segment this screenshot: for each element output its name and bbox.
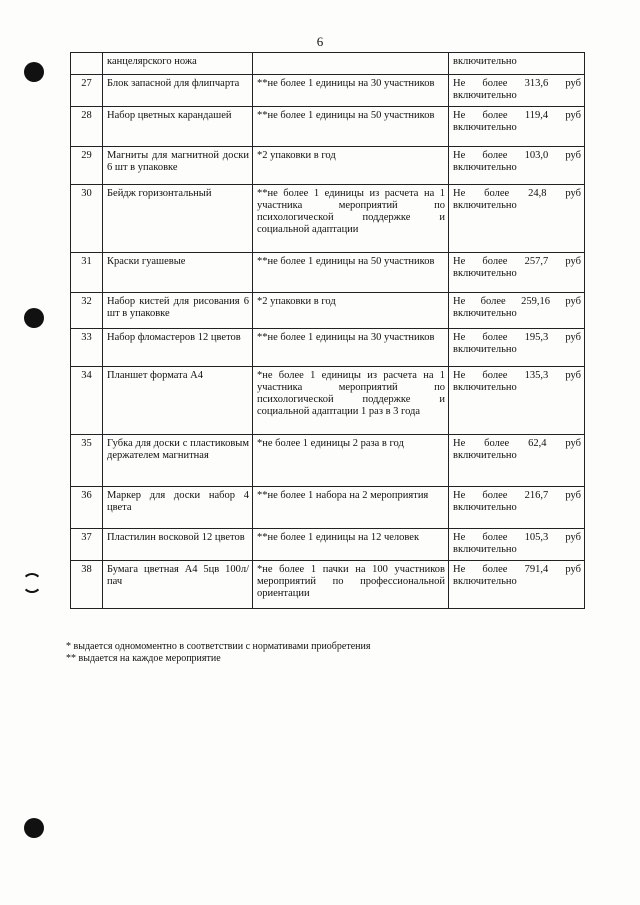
item-name: Планшет формата А4: [103, 367, 253, 435]
table-row: [71, 75, 585, 107]
table-row: [71, 561, 585, 609]
table-row: [71, 487, 585, 529]
item-name: Бумага цветная А4 5цв 100л/пач: [103, 561, 253, 609]
table-row: [71, 53, 585, 75]
item-name: Пластилин восковой 12 цветов: [103, 529, 253, 561]
table-row: [71, 253, 585, 293]
supplies-table: [70, 52, 585, 609]
footnotes: [66, 641, 370, 665]
table-row: [71, 529, 585, 561]
punch-hole-mark: [24, 818, 44, 838]
issue-norm: **не более 1 единицы на 12 человек: [253, 529, 449, 561]
price-limit: включительно: [449, 53, 585, 75]
punch-hole-mark: [24, 308, 44, 328]
issue-norm: **не более 1 единицы на 30 участников: [253, 75, 449, 107]
item-name: Бейдж горизонтальный: [103, 185, 253, 253]
punch-hole-mark: [24, 62, 44, 82]
row-number: 34: [71, 367, 103, 435]
row-number: 27: [71, 75, 103, 107]
row-number: 37: [71, 529, 103, 561]
table-row: [71, 367, 585, 435]
issue-norm: *2 упаковки в год: [253, 293, 449, 329]
footnote-single-star: * выдается одномоментно в соответствии с нормативами приобретения: [66, 641, 371, 652]
issue-norm: **не более 1 единицы на 30 участников: [253, 329, 449, 367]
table-row: [71, 107, 585, 147]
item-name: Набор цветных карандашей: [103, 107, 253, 147]
table-row: [71, 435, 585, 487]
item-name: Магниты для магнитной доски 6 шт в упаковке: [103, 147, 253, 185]
row-number: 32: [71, 293, 103, 329]
issue-norm: **не более 1 единицы на 50 участников: [253, 253, 449, 293]
issue-norm: *не более 1 единицы из расчета на 1 участника мероприятий по психологической поддержке и социальной адаптации 1 раз в 3 года: [253, 367, 449, 435]
price-limit: Не более 62,4 руб включительно: [449, 435, 585, 487]
issue-norm: **не более 1 единицы на 50 участников: [253, 107, 449, 147]
price-limit: Не более 119,4 руб включительно: [449, 107, 585, 147]
price-limit: Не более 313,6 руб включительно: [449, 75, 585, 107]
item-name: Губка для доски с пластиковым держателем магнитная: [103, 435, 253, 487]
price-limit: Не более 195,3 руб включительно: [449, 329, 585, 367]
footnote-double-star: ** выдается на каждое мероприятие: [66, 653, 221, 664]
item-name: канцелярского ножа: [103, 53, 253, 75]
punch-hole-ring-mark: [22, 573, 42, 593]
row-number: 28: [71, 107, 103, 147]
row-number: 30: [71, 185, 103, 253]
item-name: Маркер для доски набор 4 цвета: [103, 487, 253, 529]
table-row: [71, 147, 585, 185]
issue-norm: [253, 53, 449, 75]
row-number: 33: [71, 329, 103, 367]
row-number: 29: [71, 147, 103, 185]
price-limit: Не более 257,7 руб включительно: [449, 253, 585, 293]
issue-norm: *не более 1 единицы 2 раза в год: [253, 435, 449, 487]
item-name: Блок запасной для флипчарта: [103, 75, 253, 107]
price-limit: Не более 216,7 руб включительно: [449, 487, 585, 529]
price-limit: Не более 135,3 руб включительно: [449, 367, 585, 435]
issue-norm: **не более 1 набора на 2 мероприятия: [253, 487, 449, 529]
table-row: [71, 293, 585, 329]
page-number: 6: [316, 34, 324, 49]
price-limit: Не более 103,0 руб включительно: [449, 147, 585, 185]
row-number: 38: [71, 561, 103, 609]
issue-norm: *не более 1 пачки на 100 участников мероприятий по профессиональной ориентации: [253, 561, 449, 609]
item-name: Набор фломастеров 12 цветов: [103, 329, 253, 367]
price-limit: Не более 105,3 руб включительно: [449, 529, 585, 561]
price-limit: Не более 24,8 руб включительно: [449, 185, 585, 253]
price-limit: Не более 791,4 руб включительно: [449, 561, 585, 609]
table-row: [71, 329, 585, 367]
row-number: [71, 53, 103, 75]
issue-norm: *2 упаковки в год: [253, 147, 449, 185]
row-number: 36: [71, 487, 103, 529]
price-limit: Не более 259,16 руб включительно: [449, 293, 585, 329]
row-number: 35: [71, 435, 103, 487]
item-name: Краски гуашевые: [103, 253, 253, 293]
issue-norm: **не более 1 единицы из расчета на 1 участника мероприятий по психологической поддержке и социальной адаптации: [253, 185, 449, 253]
item-name: Набор кистей для рисования 6 шт в упаковке: [103, 293, 253, 329]
table-row: [71, 185, 585, 253]
row-number: 31: [71, 253, 103, 293]
